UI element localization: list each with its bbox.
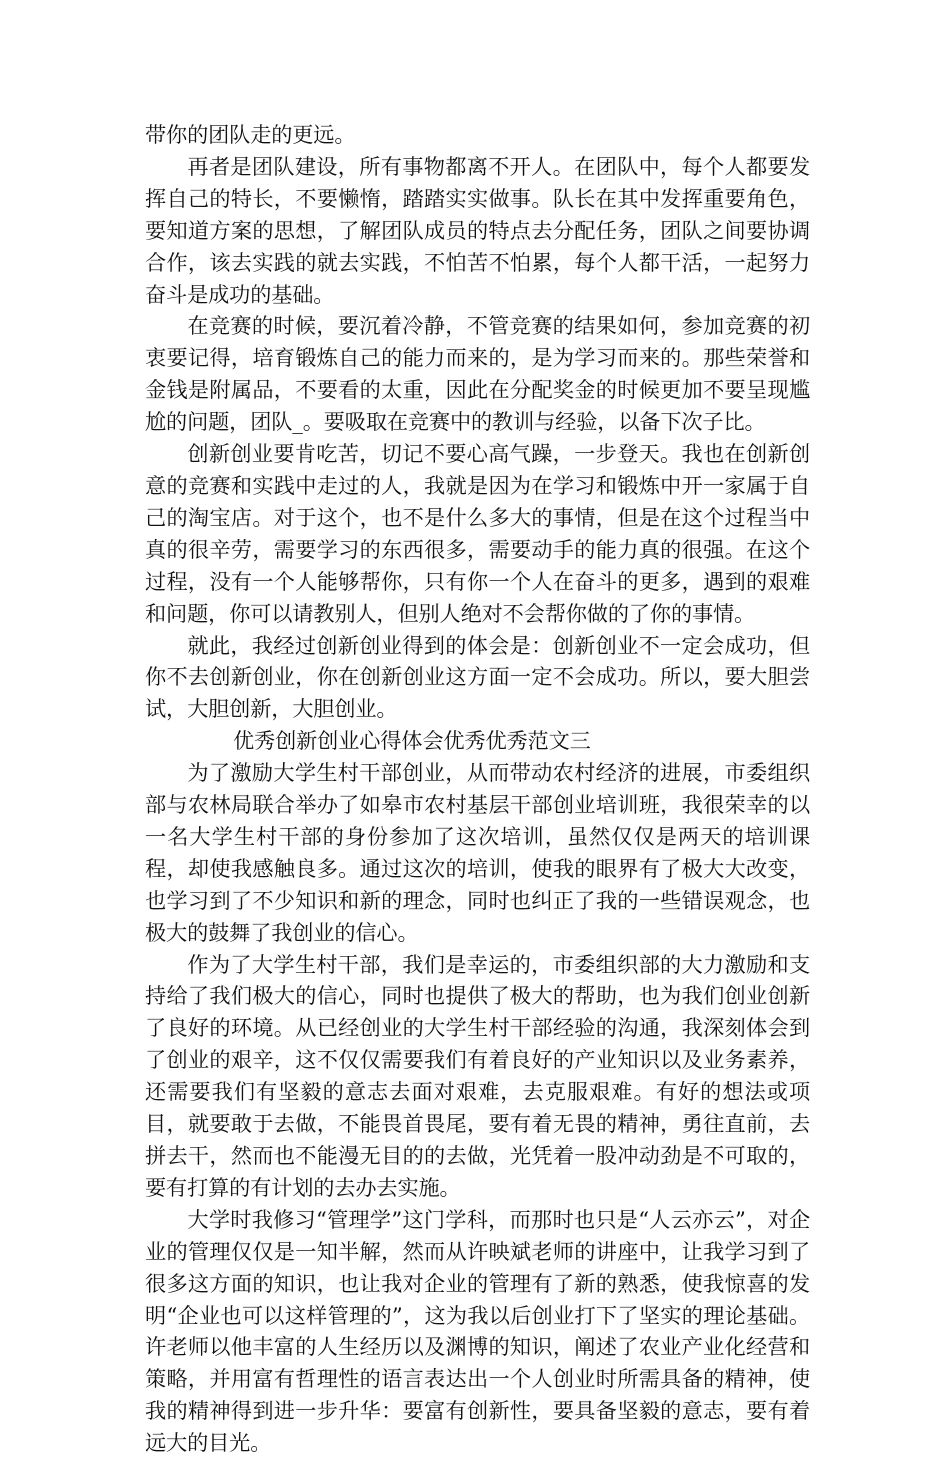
section-title: 优秀创新创业心得体会优秀优秀范文三 bbox=[233, 728, 591, 754]
paragraph-training: 为了激励大学生村干部创业，从而带动农村经济的进展，市委组织部与农林局联合举办了如皋市农村基层干部创业培训班，我很荣幸的以一名大学生村干部的身份参加了这次培训，虽然仅仅是两天的培训课程，却使我感触良多。通过这次的培训，使我的眼界有了极大大改变，也学习到了不少知识和新的理念，同时也纠正了我的一些错误观念，也极大的鼓舞了我创业的信心。 bbox=[145, 760, 810, 945]
paragraph-management: 大学时我修习“管理学”这门学科，而那时也只是“人云亦云”，对企业的管理仅仅是一知半解，然而从许映斌老师的讲座中，让我学习到了很多这方面的知识，也让我对企业的管理有了新的熟悉，使我惊喜的发明“企业也可以这样管理的”，这为我以后创业打下了坚实的理论基础。许老师以他丰富的人生经历以及渊博的知识，阐述了农业产业化经营和策略，并用富有哲理性的语言表达出一个人创业时所需具备的精神，使我的精神得到进一步升华：要富有创新性，要具备坚毅的意志，要有着远大的目光。 bbox=[145, 1206, 810, 1456]
document-body bbox=[145, 119, 810, 1459]
paragraph-competition: 在竞赛的时候，要沉着冷静，不管竞赛的结果如何，参加竞赛的初衷要记得，培育锻炼自己的能力而来的，是为学习而来的。那些荣誉和金钱是附属品，不要看的太重，因此在分配奖金的时候更加不要呈现尴尬的问题，团队_。要吸取在竞赛中的教训与经验，以备下次子比。 bbox=[145, 313, 810, 435]
paragraph-continuation: 带你的团队走的更远。 bbox=[145, 122, 356, 147]
paragraph-hard-work: 创新创业要肯吃苦，切记不要心高气躁，一步登天。我也在创新创意的竞赛和实践中走过的人，我就是因为在学习和锻炼中开一家属于自己的淘宝店。对于这个，也不是什么多大的事情，但是在这个过程当中真的很辛劳，需要学习的东西很多，需要动手的能力真的很强。在这个过程，没有一个人能够帮你，只有你一个人在奋斗的更多，遇到的艰难和问题，你可以请教别人，但别人绝对不会帮你做的了你的事情。 bbox=[145, 441, 810, 626]
paragraph-conclusion: 就此，我经过创新创业得到的体会是：创新创业不一定会成功，但你不去创新创业，你在创新创业这方面一定不会成功。所以，要大胆尝试，大胆创新，大胆创业。 bbox=[145, 632, 810, 722]
paragraph-team-building: 再者是团队建设，所有事物都离不开人。在团队中，每个人都要发挥自己的特长，不要懒惰，踏踏实实做事。队长在其中发挥重要角色，要知道方案的思想，了解团队成员的特点去分配任务，团队之间要协调合作，该去实践的就去实践，不怕苦不怕累，每个人都干活，一起努力奋斗是成功的基础。 bbox=[145, 153, 810, 307]
paragraph-village-cadre: 作为了大学生村干部，我们是幸运的，市委组织部的大力激励和支持给了我们极大的信心，同时也提供了极大的帮助，也为我们创业创新了良好的环境。从已经创业的大学生村干部经验的沟通，我深刻体会到了创业的艰辛，这不仅仅需要我们有着良好的产业知识以及业务素养，还需要我们有坚毅的意志去面对艰难，去克服艰难。有好的想法或项目，就要敢于去做，不能畏首畏尾，要有着无畏的精神，勇往直前，去拼去干，然而也不能漫无目的的去做，光凭着一股冲动劲是不可取的，要有打算的有计划的去办去实施。 bbox=[145, 951, 810, 1200]
